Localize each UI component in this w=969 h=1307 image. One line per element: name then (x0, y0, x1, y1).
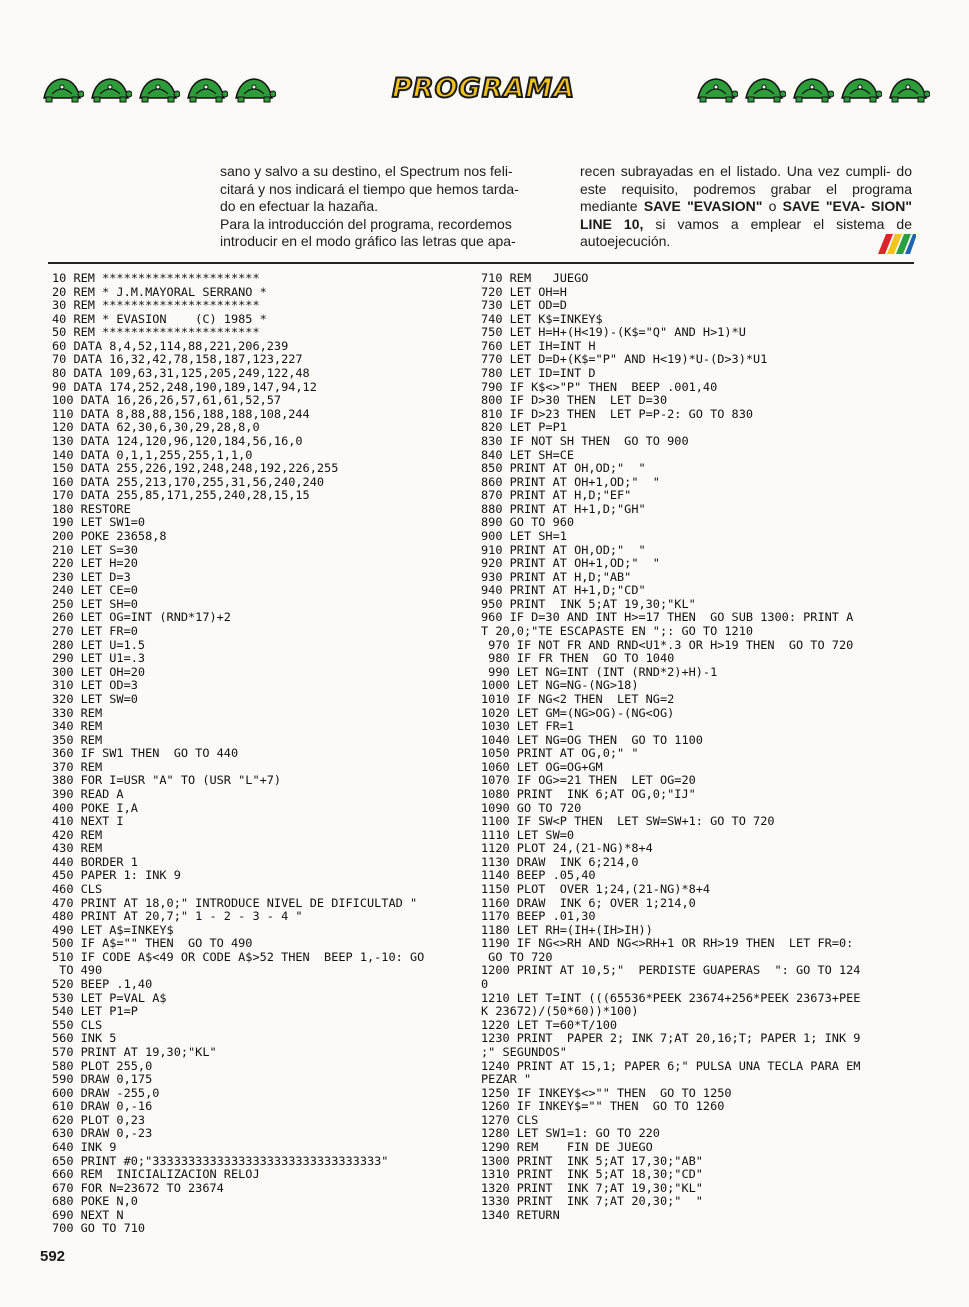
code-line: 650 PRINT #0;"33333333333333333333333333333333" (52, 1153, 389, 1168)
code-line: 1060 LET OG=OG+GM (481, 759, 603, 774)
code-line: 690 NEXT N (52, 1207, 124, 1222)
code-line: 210 LET S=30 (52, 542, 138, 557)
code-line: 1010 IF NG<2 THEN LET NG=2 (481, 691, 675, 706)
code-line: 740 LET K$=INKEY$ (481, 311, 603, 326)
code-line: T 20,0;"TE ESCAPASTE EN ";: GO TO 1210 (481, 624, 754, 639)
code-line: 980 IF FR THEN GO TO 1040 (481, 651, 675, 666)
header-banner (40, 68, 930, 114)
code-line: 590 DRAW 0,175 (52, 1072, 153, 1087)
code-line: 340 REM (52, 719, 103, 734)
code-line: 190 LET SW1=0 (52, 515, 146, 530)
code-line: K 23672)/(50*60))*100) (481, 1004, 639, 1019)
code-line: 50 REM ********************** (52, 325, 260, 340)
code-line: 410 NEXT I (52, 814, 124, 829)
code-line: 70 DATA 16,32,42,78,158,187,123,227 (52, 352, 303, 367)
code-line: 700 GO TO 710 (52, 1221, 146, 1236)
code-line: 110 DATA 8,88,88,156,188,188,108,244 (52, 406, 310, 421)
code-line: 100 DATA 16,26,26,57,61,61,52,57 (52, 393, 282, 408)
intro-column-1 (220, 163, 552, 251)
code-line: 300 LET OH=20 (52, 664, 146, 679)
code-line: 1190 IF NG<>RH AND NG<>RH+1 OR RH>19 THEN LET FR=0: (481, 936, 854, 951)
code-line: 550 CLS (52, 1017, 103, 1032)
turtle-icon (694, 74, 738, 104)
code-line: 330 REM (52, 705, 103, 720)
code-line: 630 DRAW 0,-23 (52, 1126, 153, 1141)
code-line: 1300 PRINT INK 5;AT 17,30;"AB" (481, 1153, 703, 1168)
code-line: 1120 PLOT 24,(21-NG)*8+4 (481, 841, 653, 856)
code-line: 840 LET SH=CE (481, 447, 575, 462)
code-line: 670 FOR N=23672 TO 23674 (52, 1180, 224, 1195)
code-line: 1140 BEEP .05,40 (481, 868, 596, 883)
code-line: 1030 LET FR=1 (481, 719, 575, 734)
code-line: 140 DATA 0,1,1,255,255,1,1,0 (52, 447, 253, 462)
code-line: 790 IF K$<>"P" THEN BEEP .001,40 (481, 379, 718, 394)
code-line: TO 490 (52, 963, 103, 978)
code-line: 680 POKE N,0 (52, 1194, 138, 1209)
intro-text: si vamos a emplear el sistema de autoejecución. (580, 215, 912, 250)
code-line: 1130 DRAW INK 6;214,0 (481, 854, 639, 869)
code-line: 460 CLS (52, 882, 103, 897)
code-line: 560 INK 5 (52, 1031, 117, 1046)
code-line: 1050 PRINT AT OG,0;" " (481, 746, 639, 761)
code-line: 530 LET P=VAL A$ (52, 990, 167, 1005)
save-command-2: SAVE "EVA- SION" LINE 10, (580, 198, 913, 232)
code-line: 810 IF D>23 THEN LET P=P-2: GO TO 830 (481, 406, 754, 421)
code-line: 290 LET U1=.3 (52, 651, 146, 666)
code-line: 660 REM INICIALIZACION RELOJ (52, 1167, 260, 1182)
code-line: 940 PRINT AT H+1,D;"CD" (481, 583, 646, 598)
code-line: 0 (481, 977, 489, 992)
code-line: 1170 BEEP .01,30 (481, 909, 596, 924)
code-line: 60 DATA 8,4,52,114,88,221,206,239 (52, 338, 289, 353)
code-line: 890 GO TO 960 (481, 515, 575, 530)
code-line: 860 PRINT AT OH+1,OD;" " (481, 474, 660, 489)
code-line: 490 LET A$=INKEY$ (52, 922, 174, 937)
code-line: 280 LET U=1.5 (52, 637, 146, 652)
code-line: 500 IF A$="" THEN GO TO 490 (52, 936, 253, 951)
code-line: 870 PRINT AT H,D;"EF" (481, 488, 632, 503)
code-line: 800 IF D>30 THEN LET D=30 (481, 393, 668, 408)
code-line: 1220 LET T=60*T/100 (481, 1017, 618, 1032)
code-line: 1160 DRAW INK 6; OVER 1;214,0 (481, 895, 696, 910)
code-line: 170 DATA 255,85,171,255,240,28,15,15 (52, 488, 310, 503)
code-line: 380 FOR I=USR "A" TO (USR "L"+7) (52, 773, 282, 788)
intro-paragraph (580, 163, 912, 251)
turtle-row-right (694, 74, 930, 104)
code-line: 1150 PLOT OVER 1;24,(21-NG)*8+4 (481, 882, 711, 897)
code-line: 1180 LET RH=(IH+(IH>IH)) (481, 922, 653, 937)
code-line: 90 DATA 174,252,248,190,189,147,94,12 (52, 379, 317, 394)
code-line: 10 REM ********************** (52, 271, 260, 285)
spectrum-stripes-logo (872, 234, 916, 254)
code-line: 990 LET NG=INT (INT (RND*2)+H)-1 (481, 664, 718, 679)
code-line: 880 PRINT AT H+1,D;"GH" (481, 501, 646, 516)
code-line: 1290 REM FIN DE JUEGO (481, 1140, 653, 1154)
code-line: 1310 PRINT INK 5;AT 18,30;"CD" (481, 1167, 703, 1182)
code-line: 160 DATA 255,213,170,255,31,56,240,240 (52, 474, 325, 489)
code-line: 970 IF NOT FR AND RND<U1*.3 OR H>19 THEN GO TO 720 (481, 637, 854, 652)
turtle-icon (136, 74, 180, 104)
turtle-icon (886, 74, 930, 104)
code-line: 520 BEEP .1,40 (52, 977, 153, 992)
intro-line: introducir en el modo gráfico las letras que apa- (220, 233, 516, 250)
code-line: 620 PLOT 0,23 (52, 1112, 146, 1127)
code-line: 1110 LET SW=0 (481, 827, 575, 842)
code-line: 580 PLOT 255,0 (52, 1058, 153, 1073)
code-line: GO TO 720 (481, 949, 553, 964)
code-line: 1270 CLS (481, 1112, 539, 1127)
code-line: 400 POKE I,A (52, 800, 138, 815)
code-line: 200 POKE 23658,8 (52, 528, 167, 543)
intro-line: do en efectuar la hazaña. (220, 198, 379, 215)
turtle-icon (790, 74, 834, 104)
code-line: 1040 LET NG=OG THEN GO TO 1100 (481, 732, 703, 747)
code-line: 430 REM (52, 841, 103, 856)
code-line: 640 INK 9 (52, 1140, 117, 1154)
code-line: 900 LET SH=1 (481, 528, 567, 543)
intro-text: recen subrayadas en el listado. Una vez cumpli- do este requisito, podremos grabar el programa mediante (580, 163, 912, 215)
code-line: 120 DATA 62,30,6,30,29,28,8,0 (52, 420, 260, 435)
code-line: 830 IF NOT SH THEN GO TO 900 (481, 433, 689, 448)
code-line: 20 REM * J.M.MAYORAL SERRANO * (52, 284, 267, 299)
code-line: 960 IF D=30 AND INT H>=17 THEN GO SUB 1300: PRINT A (481, 610, 854, 625)
turtle-icon (742, 74, 786, 104)
code-line: 1240 PRINT AT 15,1; PAPER 6;" PULSA UNA TECLA PARA EM (481, 1058, 861, 1073)
intro-line: citará y nos indicará el tiempo que hemos tarda- (220, 180, 519, 197)
code-line: 1070 IF OG>=21 THEN LET OG=20 (481, 773, 696, 788)
code-line: 1340 RETURN (481, 1207, 560, 1222)
code-line: 720 LET OH=H (481, 284, 567, 299)
code-line: 370 REM (52, 759, 103, 774)
intro-column-2 (580, 163, 912, 251)
code-line: ;" SEGUNDOS" (481, 1044, 567, 1059)
code-line: 930 PRINT AT H,D;"AB" (481, 569, 632, 584)
code-line: 780 LET ID=INT D (481, 366, 596, 381)
code-line: 730 LET OD=D (481, 298, 567, 313)
code-line: 760 LET IH=INT H (481, 338, 596, 353)
code-line: 40 REM * EVASION (C) 1985 * (52, 311, 267, 326)
code-line: 1330 PRINT INK 7;AT 20,30;" " (481, 1194, 703, 1209)
code-line: 770 LET D=D+(K$="P" AND H<19)*U-(D>3)*U1 (481, 352, 768, 367)
code-line: 390 READ A (52, 786, 124, 801)
code-line: 1090 GO TO 720 (481, 800, 582, 815)
code-line: 30 REM ********************** (52, 298, 260, 313)
code-line: 1230 PRINT PAPER 2; INK 7;AT 20,16;T; PAPER 1; INK 9 (481, 1031, 861, 1046)
code-line: 240 LET CE=0 (52, 583, 138, 598)
code-line: 510 IF CODE A$<49 OR CODE A$>52 THEN BEEP 1,-10: GO (52, 949, 425, 964)
code-line: 1200 PRINT AT 10,5;" PERDISTE GUAPERAS ": GO TO 124 (481, 963, 861, 978)
code-line: 250 LET SH=0 (52, 596, 138, 611)
save-command-1: SAVE "EVASION" (643, 198, 763, 215)
code-line: 440 BORDER 1 (52, 854, 138, 869)
code-line: 360 IF SW1 THEN GO TO 440 (52, 746, 239, 761)
code-line: 850 PRINT AT OH,OD;" " (481, 461, 646, 476)
turtle-icon (184, 74, 228, 104)
code-line: 310 LET OD=3 (52, 678, 138, 693)
code-line: 350 REM (52, 732, 103, 747)
code-line: 150 DATA 255,226,192,248,248,192,226,255 (52, 461, 339, 476)
code-line: 1020 LET GM=(NG>OG)-(NG<OG) (481, 705, 675, 720)
code-line: 910 PRINT AT OH,OD;" " (481, 542, 646, 557)
listing-right (481, 272, 860, 1222)
intro-text: o (768, 198, 777, 215)
turtle-icon (88, 74, 132, 104)
code-line: 470 PRINT AT 18,0;" INTRODUCE NIVEL DE DIFICULTAD " (52, 895, 418, 910)
code-line: 710 REM JUEGO (481, 271, 589, 285)
code-line: PEZAR " (481, 1072, 532, 1087)
turtle-icon (232, 74, 276, 104)
code-line: 920 PRINT AT OH+1,OD;" " (481, 556, 660, 571)
intro-line: Para la introducción del programa, recordemos (220, 215, 512, 232)
code-line: 420 REM (52, 827, 103, 842)
code-line: 820 LET P=P1 (481, 420, 567, 435)
code-line: 270 LET FR=0 (52, 624, 138, 639)
code-line: 1260 IF INKEY$="" THEN GO TO 1260 (481, 1099, 725, 1114)
code-line: 220 LET H=20 (52, 556, 138, 571)
code-line: 610 DRAW 0,-16 (52, 1099, 153, 1114)
code-line: 130 DATA 124,120,96,120,184,56,16,0 (52, 433, 303, 448)
section-divider (48, 262, 914, 264)
code-line: 1080 PRINT INK 6;AT OG,0;"IJ" (481, 786, 696, 801)
code-line: 1280 LET SW1=1: GO TO 220 (481, 1126, 660, 1141)
code-line: 600 DRAW -255,0 (52, 1085, 160, 1100)
code-line: 750 LET H=H+(H<19)-(K$="Q" AND H>1)*U (481, 325, 746, 340)
code-line: 480 PRINT AT 20,7;" 1 - 2 - 3 - 4 " (52, 909, 303, 924)
code-line: 1320 PRINT INK 7;AT 19,30;"KL" (481, 1180, 703, 1195)
code-line: 570 PRINT AT 19,30;"KL" (52, 1044, 217, 1059)
code-line: 80 DATA 109,63,31,125,205,249,122,48 (52, 366, 310, 381)
turtle-icon (40, 74, 84, 104)
code-line: 1250 IF INKEY$<>"" THEN GO TO 1250 (481, 1085, 732, 1100)
code-line: 1100 IF SW<P THEN LET SW=SW+1: GO TO 720 (481, 814, 775, 829)
listing-left (52, 272, 424, 1236)
code-line: 180 RESTORE (52, 501, 131, 516)
code-line: 260 LET OG=INT (RND*17)+2 (52, 610, 231, 625)
page-number: 592 (40, 1248, 66, 1265)
code-line: 230 LET D=3 (52, 569, 131, 584)
section-title: PROGRAMA (392, 73, 576, 104)
code-line: 1210 LET T=INT (((65536*PEEK 23674+256*PEEK 23673+PEE (481, 990, 861, 1005)
turtle-icon (838, 74, 882, 104)
code-line: 540 LET P1=P (52, 1004, 138, 1019)
code-line: 950 PRINT INK 5;AT 19,30;"KL" (481, 596, 696, 611)
code-line: 450 PAPER 1: INK 9 (52, 868, 181, 883)
turtle-row-left (40, 74, 276, 104)
code-line: 1000 LET NG=NG-(NG>18) (481, 678, 639, 693)
intro-line: sano y salvo a su destino, el Spectrum nos feli- (220, 163, 513, 179)
code-line: 320 LET SW=0 (52, 691, 138, 706)
